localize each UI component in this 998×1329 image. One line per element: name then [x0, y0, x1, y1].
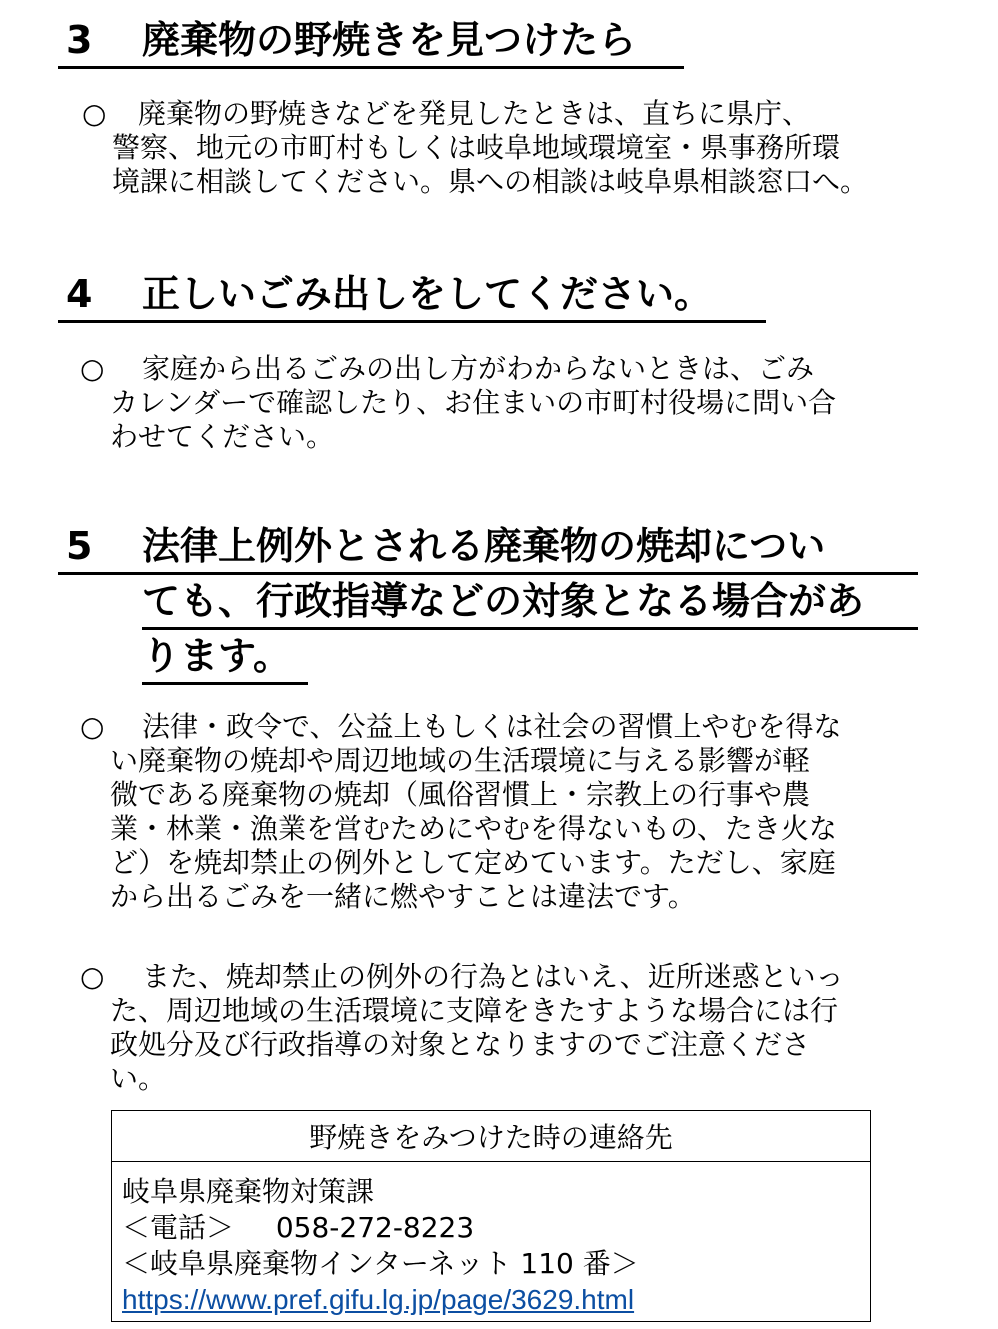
section-5: [58, 520, 918, 685]
section-title: 廃棄物の野焼きを見つけたら: [142, 18, 637, 62]
contact-phone-row: [122, 1210, 860, 1246]
bullet-circle: ○: [80, 710, 105, 743]
section-5-heading: [58, 520, 918, 685]
section-4-paragraph: [80, 352, 836, 454]
paragraph-line: わせてください。: [110, 420, 335, 453]
paragraph-line: また、焼却禁止の例外の行為とはいえ、近所迷惑といっ: [142, 960, 844, 993]
section-3-heading: [58, 14, 684, 69]
paragraph-line: 境課に相談してください。県への相談は岐阜県相談窓口へ。: [112, 165, 869, 198]
section-title-line: 法律上例外とされる廃棄物の焼却につい: [142, 524, 826, 568]
paragraph-line: た、周辺地域の生活環境に支障をきたすような場合には行: [110, 994, 839, 1027]
section-4-heading: [58, 268, 766, 323]
paragraph-line: 法律・政令で、公益上もしくは社会の習慣上やむを得な: [142, 710, 842, 743]
web-label: ＜岐阜県廃棄物インターネット 110 番＞: [122, 1247, 639, 1280]
paragraph-line: い廃棄物の焼却や周辺地域の生活環境に与える影響が軽: [110, 744, 811, 777]
contact-box: [111, 1110, 871, 1322]
section-3: [58, 14, 684, 69]
paragraph-line: 業・林業・漁業を営むためにやむを得ないもの、たき火な: [110, 812, 837, 845]
section-4: [58, 268, 766, 323]
contact-department: 岐阜県廃棄物対策課: [122, 1175, 375, 1208]
phone-number: 058-272-8223: [275, 1211, 475, 1244]
section-5-paragraph-2: [80, 960, 844, 1096]
section-number: 5: [66, 524, 93, 568]
paragraph-line: 廃棄物の野焼きなどを発見したときは、直ちに県庁、: [138, 97, 811, 130]
paragraph-line: 政処分及び行政指導の対象となりますのでご注意くださ: [110, 1028, 811, 1061]
section-title: 正しいごみ出しをしてください。: [142, 272, 713, 316]
phone-label: ＜電話＞: [122, 1211, 235, 1244]
paragraph-line: 警察、地元の市町村もしくは岐阜地域環境室・県事務所環: [112, 131, 841, 164]
paragraph-line: 微である廃棄物の焼却（風俗習慣上・宗教上の行事や農: [110, 778, 811, 811]
section-3-paragraph: [82, 97, 868, 199]
contact-box-body: [112, 1162, 870, 1318]
bullet-circle: ○: [80, 960, 105, 993]
contact-url-link[interactable]: https://www.pref.gifu.lg.jp/page/3629.html: [122, 1284, 635, 1315]
bullet-circle: ○: [80, 352, 105, 385]
section-title-line: ります。: [142, 630, 308, 685]
section-title-line: ても、行政指導などの対象となる場合があ: [142, 575, 918, 630]
section-number: 4: [66, 272, 93, 316]
paragraph-line: ど）を焼却禁止の例外として定めています。ただし、家庭: [110, 846, 836, 879]
bullet-circle: ○: [82, 97, 107, 130]
paragraph-line: い。: [110, 1062, 167, 1095]
paragraph-line: カレンダーで確認したり、お住まいの市町村役場に問い合: [110, 386, 837, 419]
paragraph-line: から出るごみを一緒に燃やすことは違法です。: [110, 880, 696, 913]
paragraph-line: 家庭から出るごみの出し方がわからないときは、ごみ: [142, 352, 815, 385]
section-number: 3: [66, 18, 93, 62]
section-5-paragraph-1: [80, 710, 841, 914]
contact-box-title: 野焼きをみつけた時の連絡先: [112, 1111, 870, 1162]
